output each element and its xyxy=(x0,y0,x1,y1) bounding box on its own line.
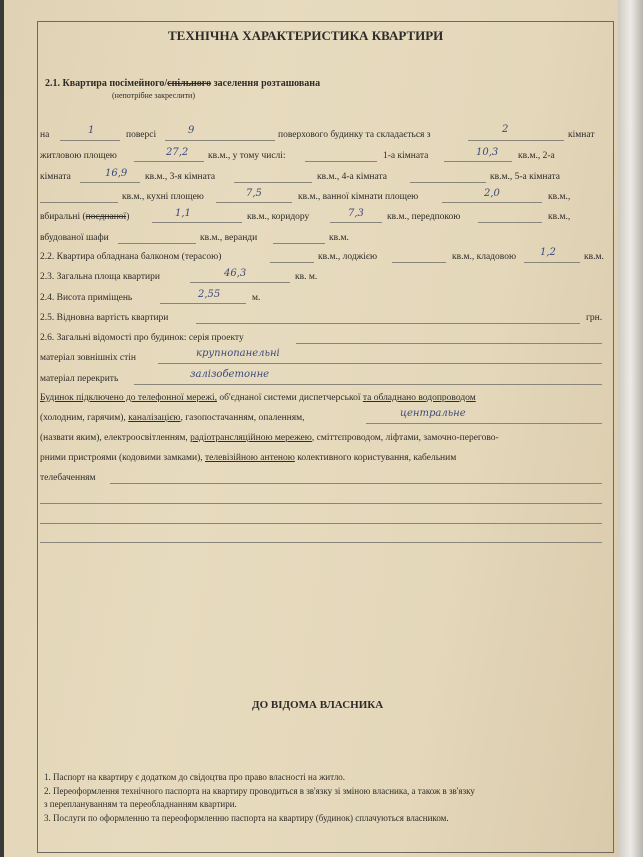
hw-storage: 1,2 xyxy=(540,247,556,258)
r7-c: кв.м., кладовою xyxy=(452,252,517,262)
r9-a: 2.4. Висота приміщень xyxy=(40,293,133,303)
r14-b: об'єднаної системи диспетчерської xyxy=(216,393,363,403)
r4-a: кв.м., кухні площею xyxy=(122,192,204,202)
r16-b: радіотрансляційною мережею xyxy=(190,433,312,443)
r17 xyxy=(40,453,456,464)
r16-c: , сміттєпроводом, ліфтами, замочно-перегово- xyxy=(311,433,499,443)
r6-c: кв.м. xyxy=(329,233,349,243)
s21-suffix: заселення розташована xyxy=(211,78,321,89)
r10-b: грн. xyxy=(586,313,603,323)
s21-option-b: спільного xyxy=(167,78,212,89)
r3-d: кв.м., 5-а кімната xyxy=(490,172,560,182)
r3-b: кв.м., 3-я кімната xyxy=(145,172,216,182)
r14-a: Будинок підключено до телефонної мережі, xyxy=(40,393,217,403)
r5-e: кв.м., передпокою xyxy=(387,212,461,222)
r7-d: кв.м. xyxy=(584,252,604,262)
r4-b: кв.м., ванної кімнати площею xyxy=(298,192,419,202)
r14 xyxy=(40,393,476,404)
r9-b: м. xyxy=(252,293,261,303)
r14-c: та обладнано водопроводом xyxy=(362,393,476,403)
hw-floor: 1 xyxy=(88,125,95,136)
hw-corridor: 7,3 xyxy=(348,208,364,219)
notice-item-2-cont: з переплануванням та переобладнанням квартири. xyxy=(44,799,237,809)
hw-floors-material: залізобетонне xyxy=(190,369,270,380)
r1-c: поверхового будинку та складається з xyxy=(278,130,431,140)
r4-c: кв.м., xyxy=(548,192,571,202)
hw-height: 2,55 xyxy=(198,289,221,300)
notice-item-1: 1. Паспорт на квартиру є додатком до свідоцтва про право власності на житло. xyxy=(44,772,346,782)
notice-heading: ДО ВІДОМА ВЛАСНИКА xyxy=(252,699,384,711)
notice-item-2: 2. Переоформлення технічного паспорта на квартиру проводиться в зв'язку зі зміною власника, а також в зв'язку xyxy=(44,786,475,796)
page-title: ТЕХНІЧНА ХАРАКТЕРИСТИКА КВАРТИРИ xyxy=(168,28,444,43)
r15 xyxy=(40,413,305,424)
r11-a: 2.6. Загальні відомості про будинок: серія проекту xyxy=(40,333,244,343)
hw-bath: 2,0 xyxy=(484,188,500,199)
r16 xyxy=(40,433,499,444)
notice-item-3: 3. Послуги по оформленню та переоформленню паспорта на квартиру (будинок) сплачуються власником. xyxy=(44,813,449,823)
r7-b: кв.м., лоджією xyxy=(318,252,378,262)
r3-a: кімната xyxy=(40,172,71,182)
r17-b: телевізійною антеною xyxy=(205,453,295,463)
r2-b: кв.м., у тому числі: xyxy=(208,151,286,161)
r5-a: вбиральні ( xyxy=(40,212,86,222)
r13-a: матеріал перекрить xyxy=(40,374,119,384)
r15-a: (холодним, гарячим), xyxy=(40,413,129,423)
r5-b: поєднаної xyxy=(85,212,127,222)
r3-c: кв.м., 4-а кімната xyxy=(317,172,387,182)
hw-toilet: 1,1 xyxy=(175,208,191,219)
s21-note: (непотрібне закреслити) xyxy=(112,91,196,100)
r5-d: кв.м., коридору xyxy=(247,212,310,222)
r2-d: кв.м., 2-а xyxy=(518,151,555,161)
hw-heating: центральне xyxy=(400,408,466,419)
hw-kitchen: 7,5 xyxy=(246,188,262,199)
r6-a: вбудованої шафи xyxy=(40,233,109,243)
r16-a: (назвати яким), електроосвітленням, xyxy=(40,433,191,443)
hw-living: 27,2 xyxy=(166,147,189,158)
r6-b: кв.м., веранди xyxy=(200,233,258,243)
r15-c: , газопостачанням, опаленням, xyxy=(180,413,305,423)
r2-a: житловою площею xyxy=(40,151,117,161)
s21-option-a: посімейного/ xyxy=(109,78,168,89)
r17-c: колективного користування, кабельним xyxy=(294,453,457,463)
r5-toilet-label xyxy=(40,212,129,223)
r15-b: каналізацією xyxy=(128,413,181,423)
hw-walls: крупнопанельні xyxy=(196,348,280,359)
hw-rooms: 2 xyxy=(502,124,509,135)
hw-total: 46,3 xyxy=(224,268,247,279)
r5-f: кв.м., xyxy=(548,212,571,222)
r2-c: 1-а кімната xyxy=(383,151,429,161)
hw-room1: 10,3 xyxy=(476,147,499,158)
hw-floors: 9 xyxy=(188,125,195,136)
r7-a: 2.2. Квартира обладнана балконом (терасою) xyxy=(40,252,222,262)
r8-b: кв. м. xyxy=(295,272,318,282)
r8-a: 2.3. Загальна площа квартири xyxy=(40,272,160,282)
hw-room2: 16,9 xyxy=(105,168,128,179)
r5-c: ) xyxy=(126,212,130,222)
r17-a: рними пристроями (кодовими замками), xyxy=(40,453,206,463)
r1-b: поверсі xyxy=(126,130,157,140)
section-2-1 xyxy=(45,78,320,89)
r18-a: телебаченням xyxy=(40,473,96,483)
r12-a: матеріал зовнішніх стін xyxy=(40,353,137,363)
page-edge xyxy=(618,0,643,857)
r10-a: 2.5. Відновна вартість квартири xyxy=(40,313,169,323)
r1-a: на xyxy=(40,130,50,140)
r1-d: кімнат xyxy=(568,130,595,140)
s21-prefix: 2.1. Квартира xyxy=(45,78,110,89)
